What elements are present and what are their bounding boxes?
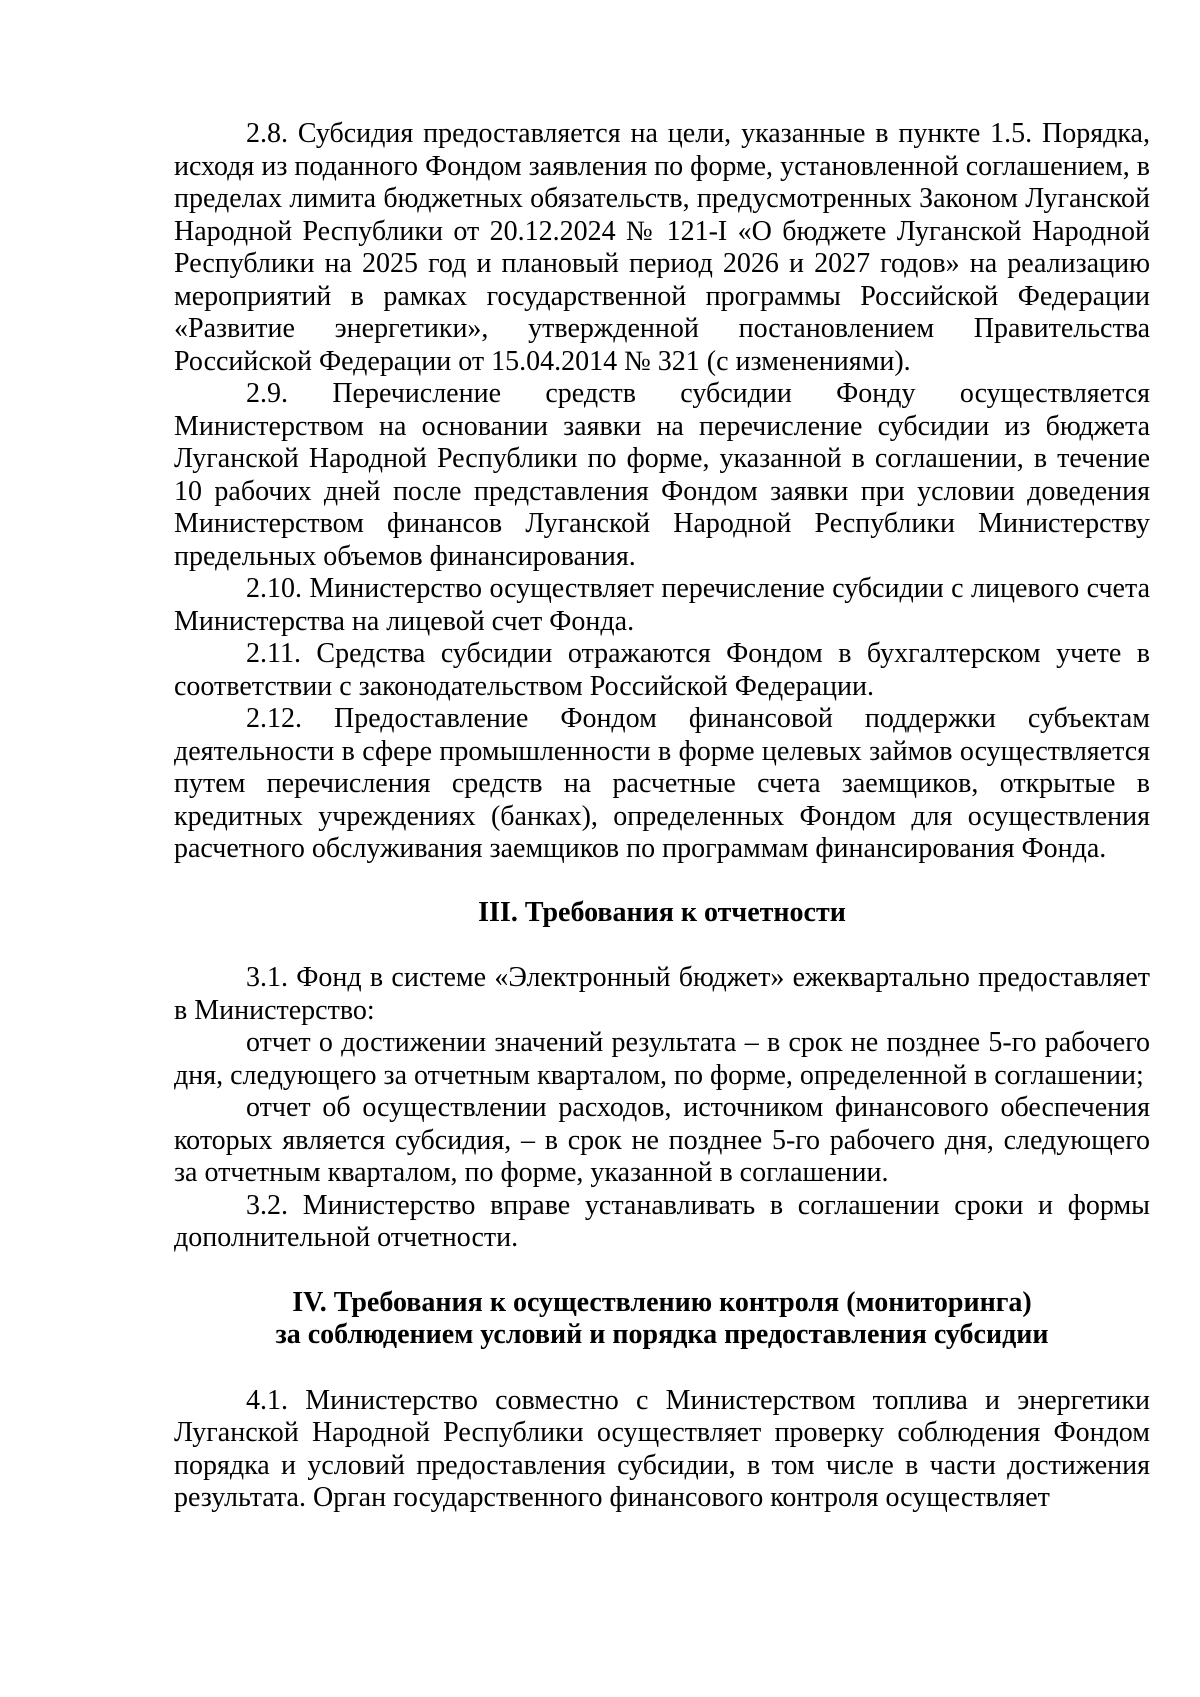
document-body [174, 118, 1150, 1515]
paragraph-2-10: 2.10. Министерство осуществляет перечисление субсидии с лицевого счета Министерства на лицевой счет Фонда. [174, 573, 1150, 637]
paragraph-2-9: 2.9. Перечисление средств субсидии Фонду осуществляется Министерством на основании заявки на перечисление субсидии из бюджета Луганской Народной Республики по форме, указанной в соглашении, в течение 10 рабочих дней после представления Фондом заявки при условии доведения Министерством финансов Луганской Народной Республики Министерству предельных объемов финансирования. [174, 378, 1150, 572]
section-4-heading-line-2: за соблюдением условий и порядка предоставления субсидии [275, 1319, 1049, 1350]
paragraph-3-2: 3.2. Министерство вправе устанавливать в соглашении сроки и формы дополнительной отчетности. [174, 1189, 1150, 1253]
paragraph-2-12: 2.12. Предоставление Фондом финансовой поддержки субъектам деятельности в сфере промышленности в форме целевых займов осуществляется путем перечисления средств на расчетные счета заемщиков, открытые в кредитных учреждениях (банках), определенных Фондом для осуществления расчетного обслуживания заемщиков по программам финансирования Фонда. [174, 703, 1150, 864]
paragraph-3-1-item-b: отчет об осуществлении расходов, источником финансового обеспечения которых является субсидия, – в срок не позднее 5-го рабочего дня, следующего за отчетным кварталом, по форме, указанной в соглашении. [174, 1092, 1150, 1188]
section-4-heading-line-1: IV. Требования к осуществлению контроля (мониторинга) [292, 1286, 1032, 1318]
paragraph-2-8: 2.8. Субсидия предоставляется на цели, указанные в пункте 1.5. Порядка, исходя из поданного Фондом заявления по форме, установленной соглашением, в пределах лимита бюджетных обязательств, предусмотренных Законом Луганской Народной Республики от 20.12.2024 № 121-I «О бюджете Луганской Народной Республики на 2025 год и плановый период 2026 и 2027 годов» на реализацию мероприятий в рамках государственной программы Российской Федерации «Развитие энергетики», утвержденной постановлением Правительства Российской Федерации от 15.04.2014 № 321 (с изменениями). [174, 118, 1150, 377]
section-4-heading [174, 1287, 1150, 1352]
paragraph-2-11: 2.11. Средства субсидии отражаются Фондом в бухгалтерском учете в соответствии с законодательством Российской Федерации. [174, 638, 1150, 702]
paragraph-4-1: 4.1. Министерство совместно с Министерством топлива и энергетики Луганской Народной Республики осуществляет проверку соблюдения Фондом порядка и условий предоставления субсидии, в том числе в части достижения результата. Орган государственного финансового контроля осуществляет [174, 1384, 1150, 1513]
section-3-heading: III. Требования к отчетности [478, 896, 846, 928]
paragraph-3-1: 3.1. Фонд в системе «Электронный бюджет» ежеквартально предоставляет в Министерство: [174, 962, 1150, 1026]
paragraph-3-1-item-a: отчет о достижении значений результата – в срок не позднее 5-го рабочего дня, следующего за отчетным кварталом, по форме, определенной в соглашении; [174, 1027, 1150, 1091]
